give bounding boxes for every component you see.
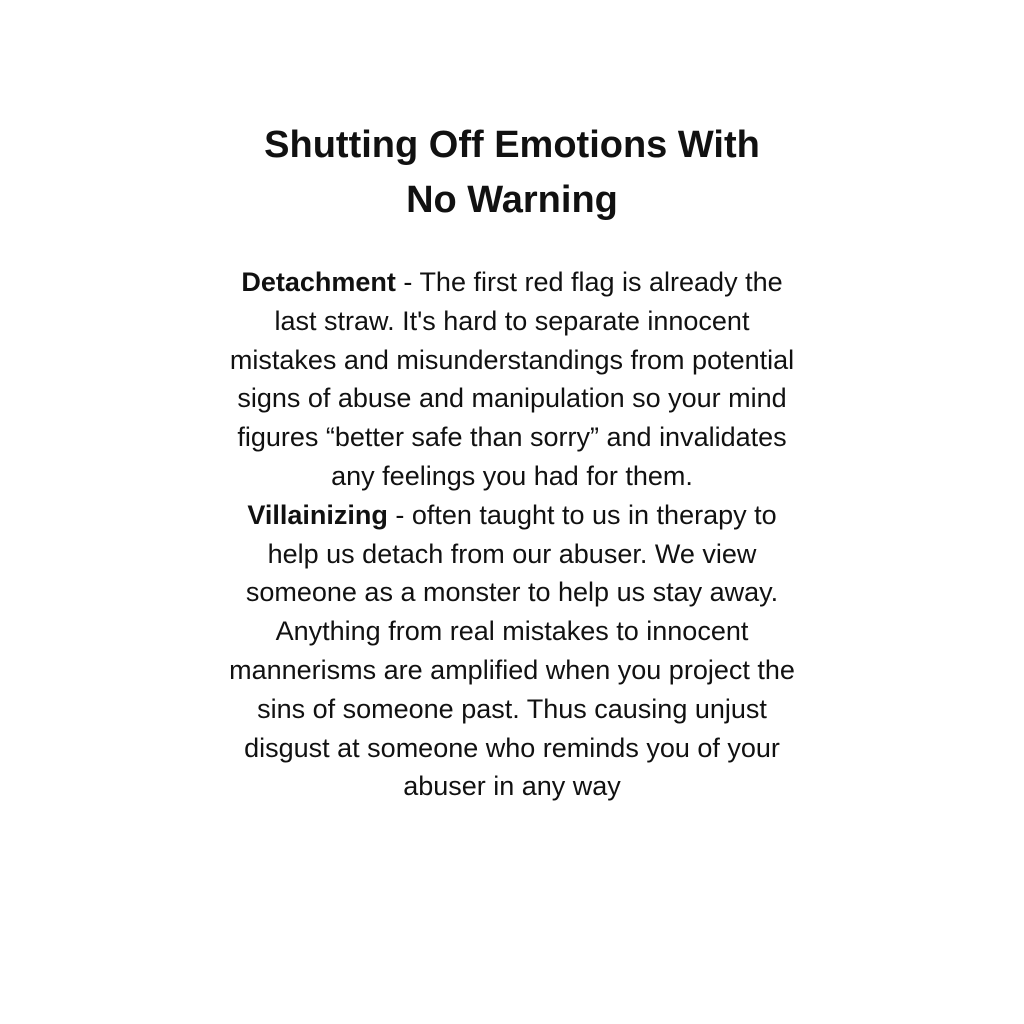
title-line-1: Shutting Off Emotions With <box>264 124 760 166</box>
term-detachment: Detachment <box>241 267 396 297</box>
separator-villainizing: - <box>387 499 412 530</box>
section-villainizing <box>222 496 802 806</box>
body-text <box>222 263 802 806</box>
separator-detachment: - <box>395 267 420 297</box>
term-villainizing: Villainizing <box>247 499 388 530</box>
section-detachment <box>222 263 802 496</box>
title-line-2: No Warning <box>406 179 618 221</box>
text-villainizing: often taught to us in therapy to help us detach from our abuser. We view someone as a monster to help us stay away. Anything from real mistakes to innocent mannerisms are amplified when you project the sins of someone past. Thus causing unjust disgust at someone who reminds you of your abuser in any way <box>229 499 795 802</box>
text-detachment: The first red flag is already the last straw. It's hard to separate innocent mistakes and misunderstandings from potential signs of abuse and manipulation so your mind figures “better safe than sorry” and invalidates any feelings you had for them. <box>229 267 795 491</box>
page-title <box>212 118 812 228</box>
